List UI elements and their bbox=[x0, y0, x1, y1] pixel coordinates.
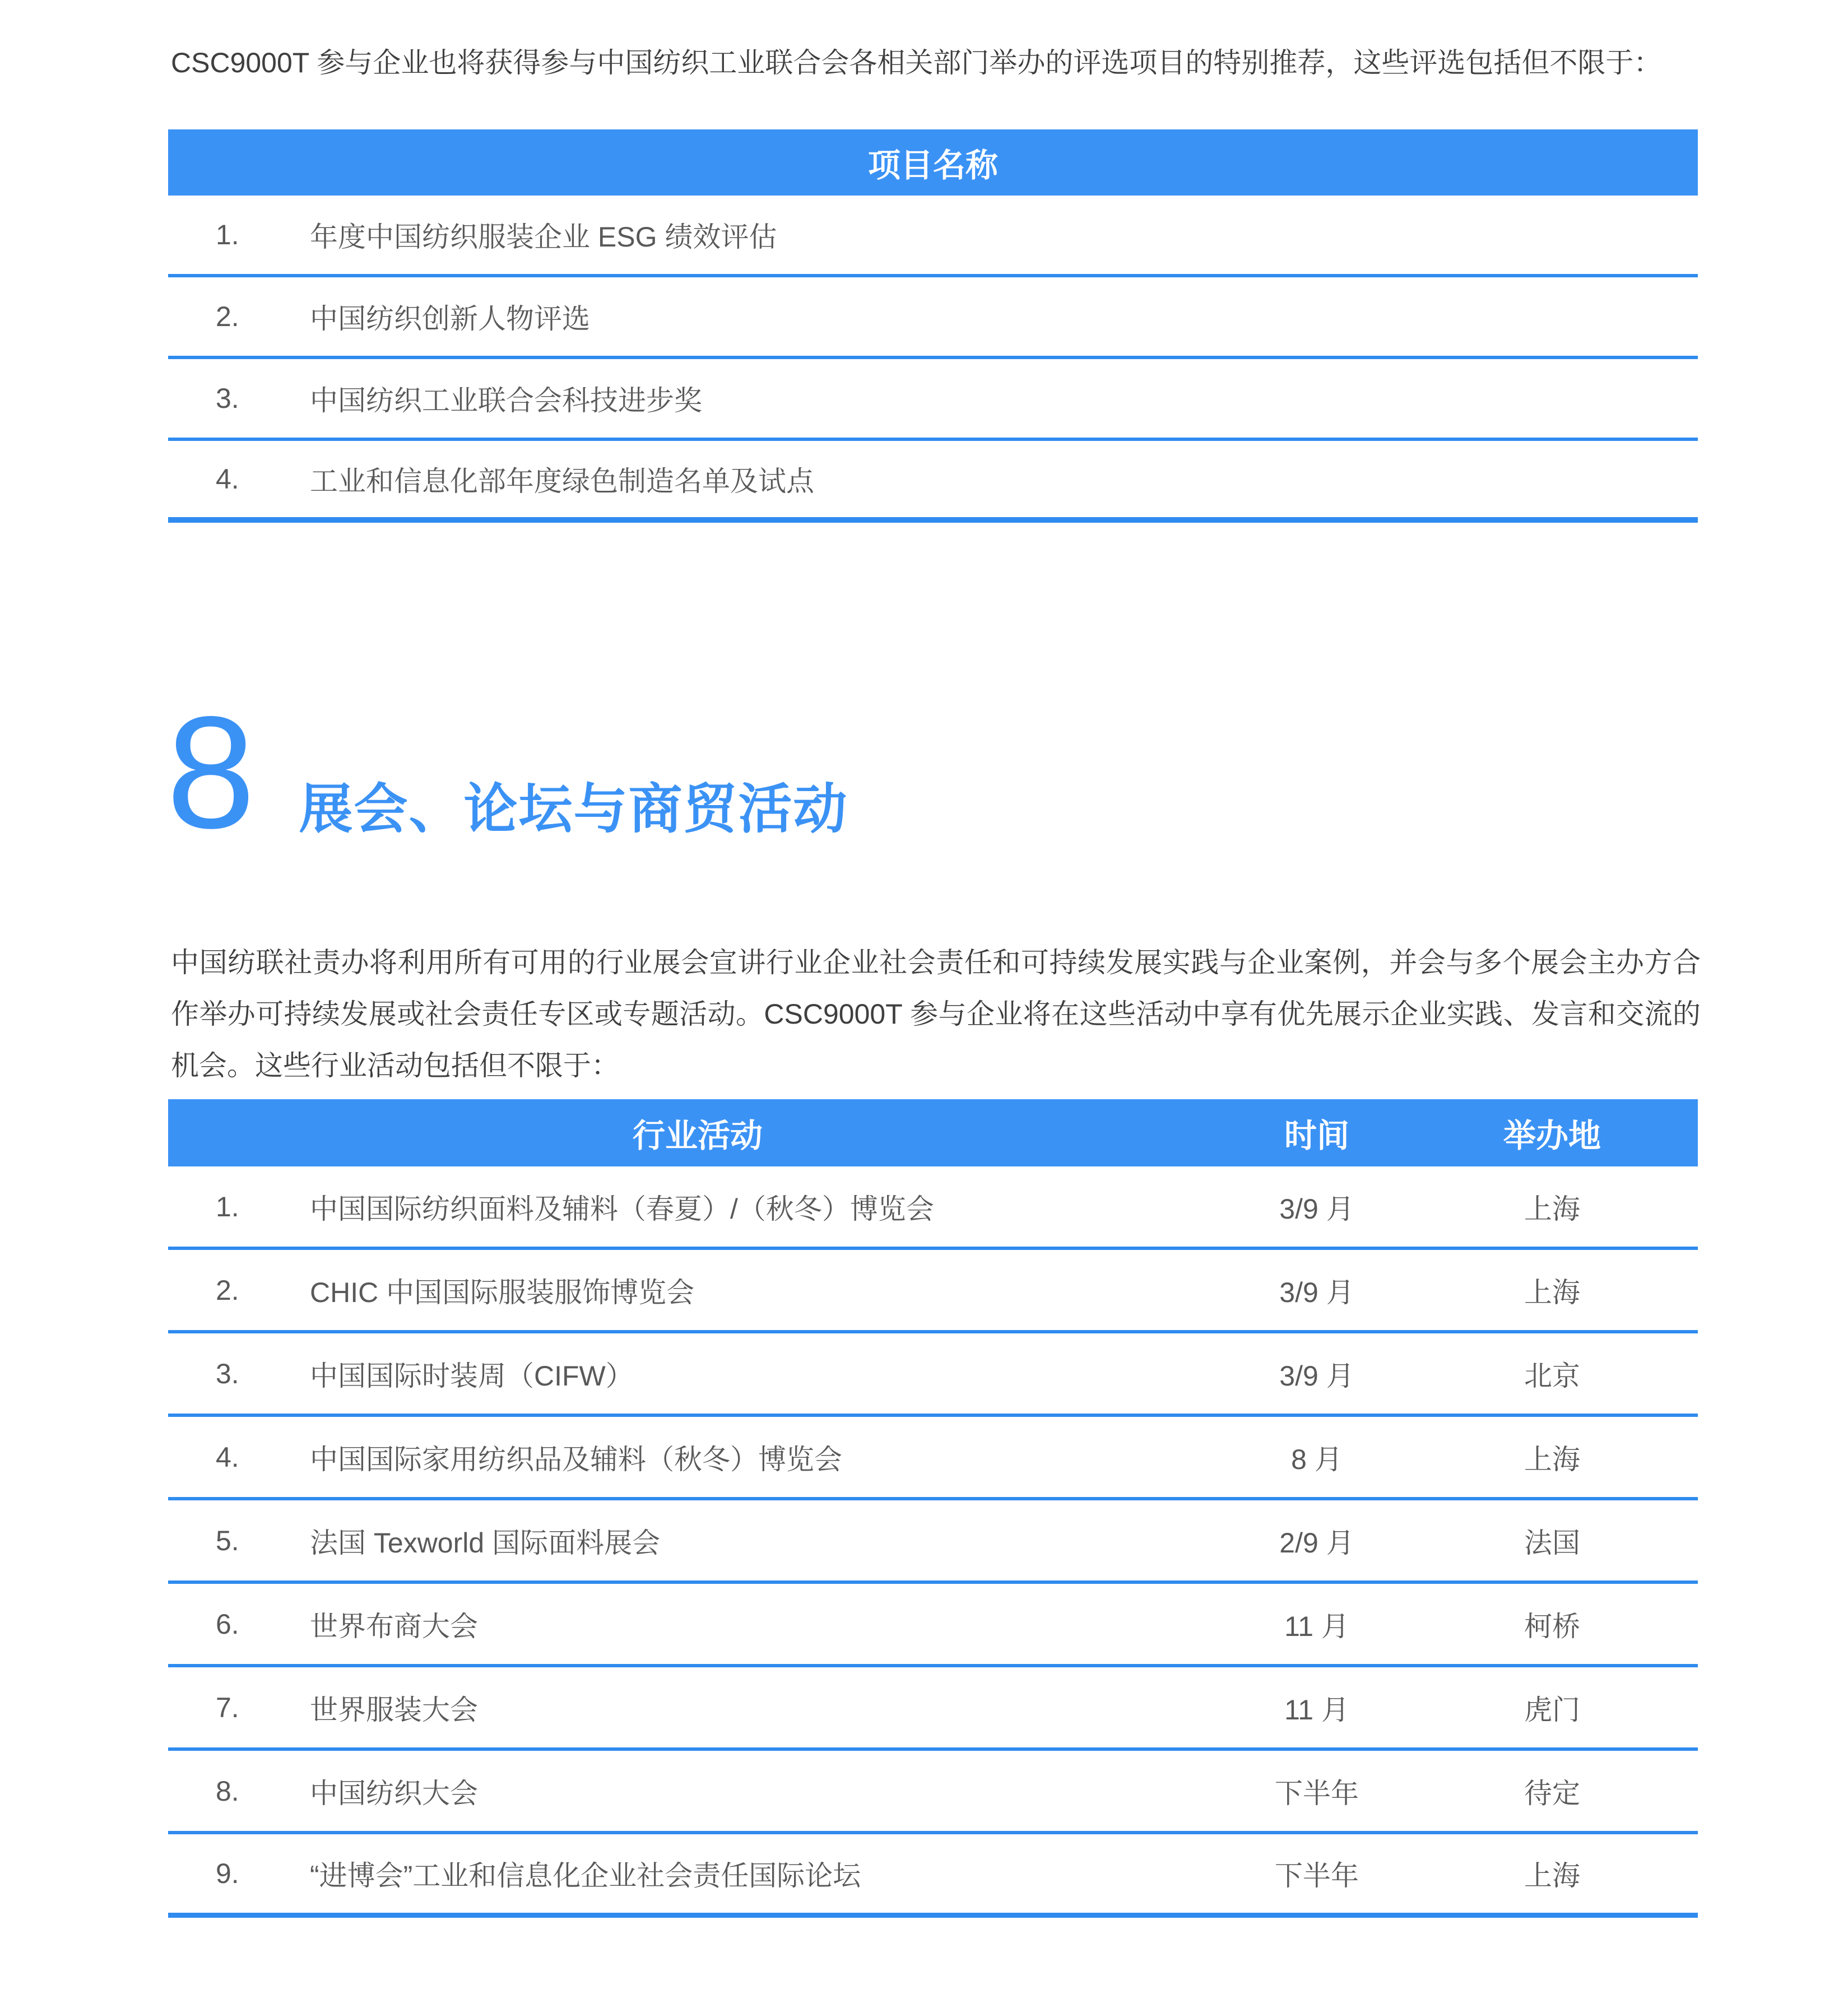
intro-paragraph: CSC9000T 参与企业也将获得参与中国纺织工业联合会各相关部门举办的评选项目的特别推荐，这些评选包括但不限于： bbox=[171, 47, 1662, 78]
time-cell: 11 月 bbox=[1284, 1610, 1349, 1642]
events-table bbox=[168, 1099, 1698, 1918]
place-cell: 上海 bbox=[1524, 1443, 1580, 1475]
row-number: 9. bbox=[216, 1858, 239, 1889]
time-cell: 11 月 bbox=[1284, 1694, 1349, 1726]
events-table-header bbox=[168, 1099, 1698, 1166]
time-cell: 3/9 月 bbox=[1279, 1276, 1354, 1308]
table-row bbox=[168, 1667, 1698, 1751]
awards-table-header bbox=[168, 129, 1698, 196]
time-cell: 3/9 月 bbox=[1279, 1360, 1354, 1392]
row-number: 5. bbox=[216, 1524, 239, 1556]
activity-name: 中国国际家用纺织品及辅料（秋冬）博览会 bbox=[310, 1443, 842, 1475]
row-number: 3. bbox=[216, 1358, 239, 1389]
section-title: 展会、论坛与商贸活动 bbox=[299, 779, 848, 839]
table-row bbox=[168, 1166, 1698, 1250]
award-name: 中国纺织创新人物评选 bbox=[310, 303, 590, 334]
table-row bbox=[168, 441, 1698, 523]
awards-header-label: 项目名称 bbox=[867, 147, 998, 184]
table-row bbox=[168, 1834, 1698, 1918]
table-row bbox=[168, 1751, 1698, 1834]
row-number: 6. bbox=[216, 1608, 239, 1640]
activity-name: 法国 Texworld 国际面料展会 bbox=[310, 1527, 661, 1559]
section-heading bbox=[166, 684, 1848, 862]
activity-name: 中国国际纺织面料及辅料（春夏）/（秋冬）博览会 bbox=[310, 1193, 934, 1225]
table-row bbox=[168, 1584, 1698, 1667]
row-number: 1. bbox=[216, 1191, 239, 1222]
time-cell: 2/9 月 bbox=[1279, 1527, 1354, 1559]
activity-name: 中国国际时装周（CIFW） bbox=[310, 1360, 634, 1392]
section-paragraph: 中国纺联社责办将利用所有可用的行业展会宣讲行业企业社会责任和可持续发展实践与企业案例，并会与多个展会主办方合作举办可持续发展或社会责任专区或专题活动。CSC9000T 参与企业将在这些活动中享有优先展示企业实践、发言和交流的机会。这些行业活动包括但不限于： bbox=[171, 947, 1701, 1081]
table-row bbox=[168, 1250, 1698, 1333]
table-row bbox=[168, 1333, 1698, 1417]
award-name: 中国纺织工业联合会科技进步奖 bbox=[310, 385, 702, 416]
time-cell: 3/9 月 bbox=[1279, 1193, 1354, 1225]
activity-name: CHIC 中国国际服装服饰博览会 bbox=[310, 1276, 695, 1308]
row-number: 2. bbox=[216, 1274, 239, 1306]
section-number: 8 bbox=[166, 684, 256, 862]
table-row bbox=[168, 277, 1698, 359]
activity-name: “进博会”工业和信息化企业社会责任国际论坛 bbox=[310, 1860, 861, 1891]
row-number: 8. bbox=[216, 1775, 239, 1807]
row-number: 3. bbox=[216, 383, 239, 414]
table-row bbox=[168, 359, 1698, 441]
time-cell: 8 月 bbox=[1291, 1443, 1343, 1475]
awards-table bbox=[168, 129, 1698, 523]
award-name: 年度中国纺织服装企业 ESG 绩效评估 bbox=[310, 221, 777, 253]
place-cell: 上海 bbox=[1524, 1193, 1580, 1225]
time-cell: 下半年 bbox=[1275, 1777, 1359, 1809]
place-cell: 虎门 bbox=[1524, 1694, 1580, 1726]
activity-name: 中国纺织大会 bbox=[310, 1777, 478, 1809]
header-time: 时间 bbox=[1284, 1118, 1349, 1154]
place-cell: 柯桥 bbox=[1524, 1610, 1580, 1642]
place-cell: 上海 bbox=[1524, 1276, 1580, 1308]
activity-name: 世界服装大会 bbox=[310, 1694, 478, 1726]
row-number: 1. bbox=[216, 219, 239, 250]
table-row bbox=[168, 196, 1698, 277]
table-row bbox=[168, 1500, 1698, 1584]
row-number: 2. bbox=[216, 301, 239, 332]
place-cell: 法国 bbox=[1524, 1527, 1580, 1559]
row-number: 4. bbox=[216, 1441, 239, 1473]
row-number: 7. bbox=[216, 1691, 239, 1723]
time-cell: 下半年 bbox=[1275, 1860, 1359, 1891]
place-cell: 北京 bbox=[1524, 1360, 1580, 1392]
award-name: 工业和信息化部年度绿色制造名单及试点 bbox=[310, 466, 814, 497]
place-cell: 待定 bbox=[1524, 1777, 1580, 1809]
row-number: 4. bbox=[216, 463, 239, 495]
place-cell: 上海 bbox=[1524, 1860, 1580, 1891]
activity-name: 世界布商大会 bbox=[310, 1610, 478, 1642]
table-row bbox=[168, 1417, 1698, 1500]
header-activity: 行业活动 bbox=[632, 1118, 763, 1154]
header-place: 举办地 bbox=[1503, 1118, 1601, 1154]
